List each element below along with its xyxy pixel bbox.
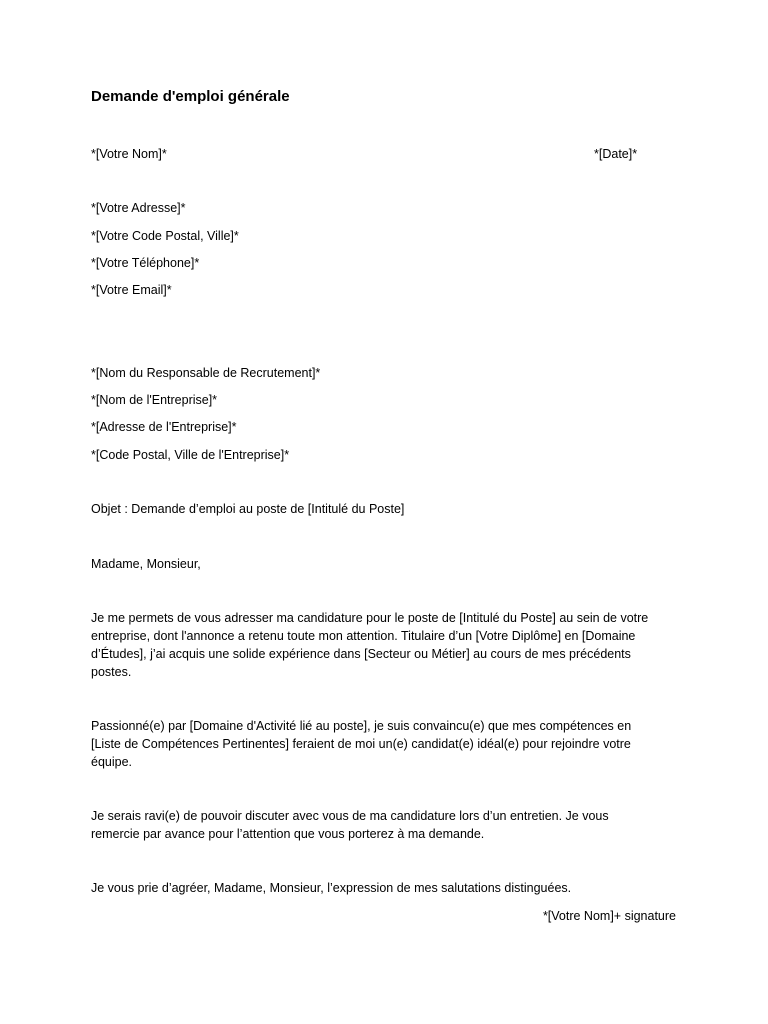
sender-phone: *[Votre Téléphone]* bbox=[91, 256, 200, 270]
letter-date: *[Date]* bbox=[594, 147, 638, 161]
document-title: Demande d'emploi générale bbox=[91, 88, 290, 105]
sender-postal-city: *[Votre Code Postal, Ville]* bbox=[91, 229, 239, 243]
paragraph-line: Passionné(e) par [Domaine d'Activité lié au poste], je suis convaincu(e) que mes compétences en bbox=[91, 719, 632, 733]
letter-subject: Objet : Demande d’emploi au poste de [Intitulé du Poste] bbox=[91, 502, 405, 516]
paragraph-introduction bbox=[91, 609, 691, 681]
paragraph-line: remercie par avance pour l’attention que vous porterez à ma demande. bbox=[91, 827, 485, 841]
paragraph-line: postes. bbox=[91, 665, 132, 679]
paragraph-line: entreprise, dont l'annonce a retenu toute mon attention. Titulaire d’un [Votre Diplôme] en [Domaine bbox=[91, 629, 636, 643]
recipient-company-postal-city: *[Code Postal, Ville de l'Entreprise]* bbox=[91, 448, 290, 462]
sender-name: *[Votre Nom]* bbox=[91, 147, 167, 161]
letter-closing: Je vous prie d’agréer, Madame, Monsieur, l’expression de mes salutations distinguées. bbox=[91, 881, 572, 895]
sender-email: *[Votre Email]* bbox=[91, 283, 172, 297]
sender-address: *[Votre Adresse]* bbox=[91, 201, 186, 215]
paragraph-line: d’Études], j’ai acquis une solide expérience dans [Secteur ou Métier] au cours de mes précédents bbox=[91, 647, 631, 661]
recipient-manager: *[Nom du Responsable de Recrutement]* bbox=[91, 366, 321, 380]
signature-line: *[Votre Nom]+ signature bbox=[542, 909, 676, 923]
paragraph-motivation bbox=[91, 717, 691, 771]
paragraph-line: Je serais ravi(e) de pouvoir discuter avec vous de ma candidature lors d’un entretien. Je vous bbox=[91, 809, 609, 823]
paragraph-line: équipe. bbox=[91, 755, 133, 769]
recipient-company: *[Nom de l'Entreprise]* bbox=[91, 393, 218, 407]
letter-salutation: Madame, Monsieur, bbox=[91, 557, 201, 571]
paragraph-interview bbox=[91, 807, 691, 843]
recipient-company-address: *[Adresse de l'Entreprise]* bbox=[91, 420, 237, 434]
paragraph-line: Je me permets de vous adresser ma candidature pour le poste de [Intitulé du Poste] au sein de votre bbox=[91, 611, 649, 625]
paragraph-line: [Liste de Compétences Pertinentes] feraient de moi un(e) candidat(e) idéal(e) pour rejoindre votre bbox=[91, 737, 631, 751]
